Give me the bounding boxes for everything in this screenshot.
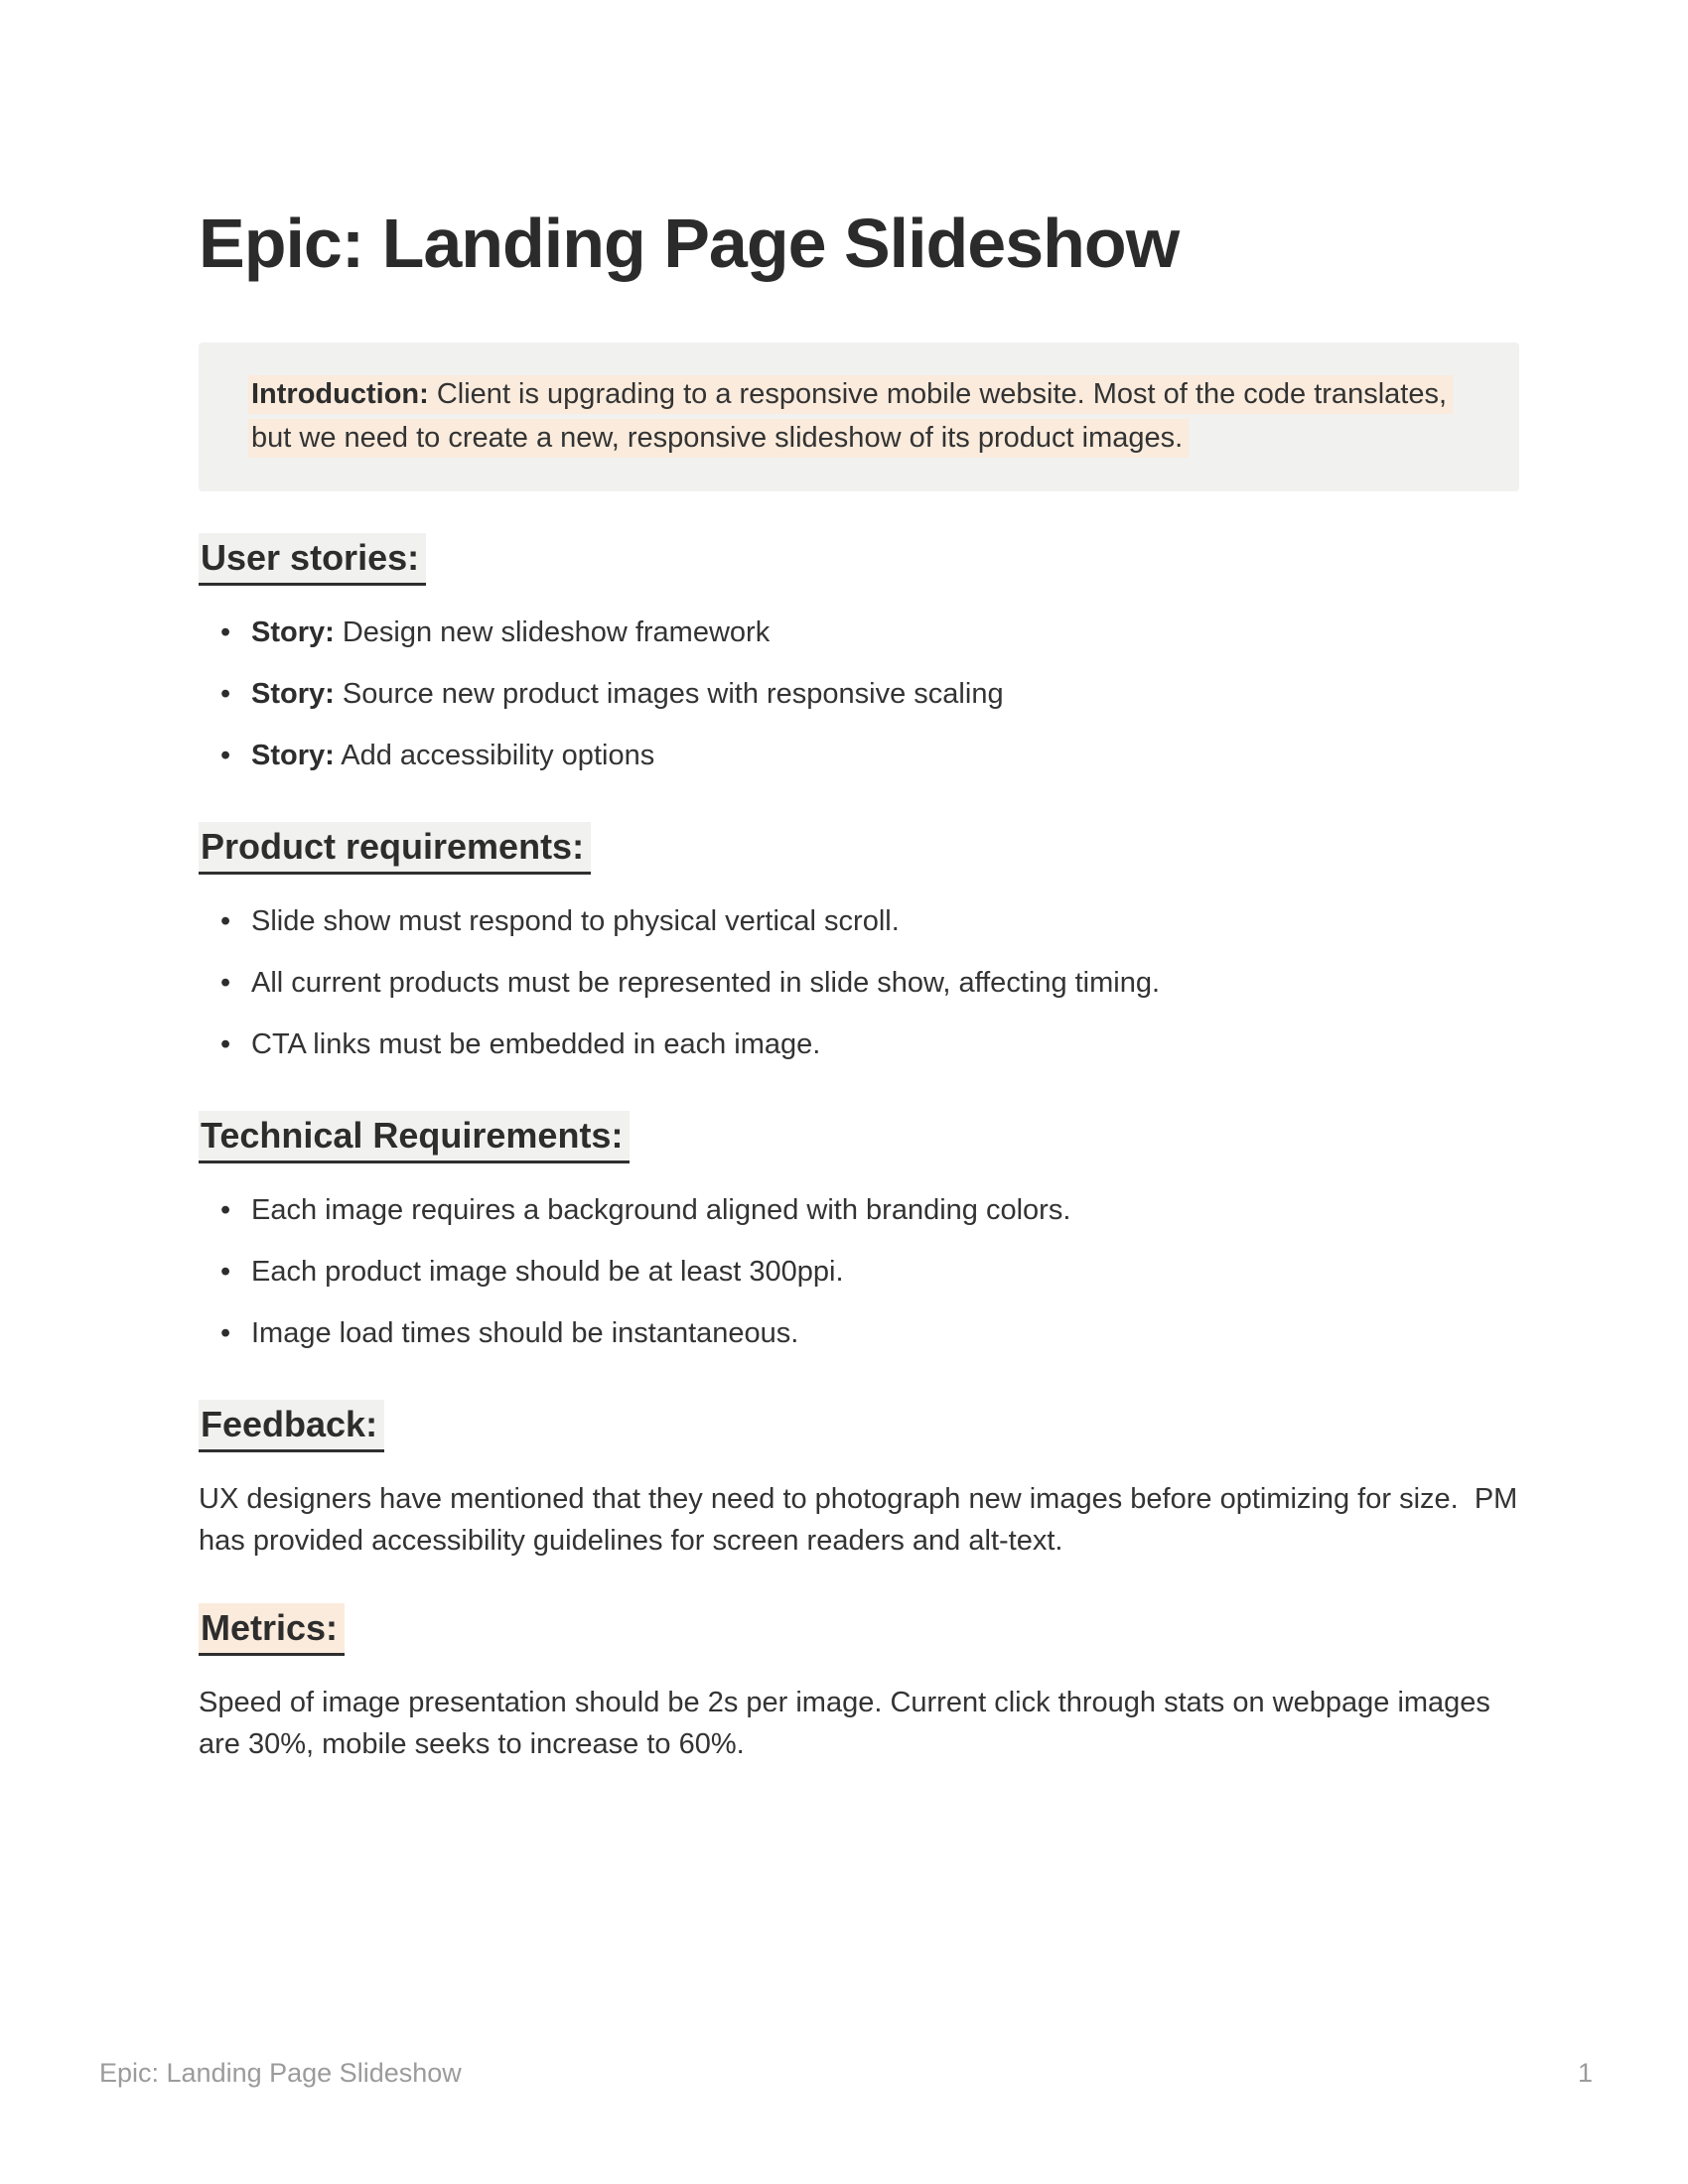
heading-metrics (199, 1603, 1519, 1656)
story-text: Add accessibility options (334, 740, 655, 772)
section-heading-text: Metrics: (199, 1603, 345, 1656)
list-item (199, 900, 1519, 942)
list-item (199, 1189, 1519, 1231)
requirement-text: All current products must be represented in slide show, affecting timing. (251, 967, 1161, 1000)
section-heading-text: Product requirements: (199, 822, 591, 875)
story-label: Story: (251, 616, 335, 649)
introduction-callout (199, 342, 1519, 491)
technical-requirements-list (199, 1189, 1519, 1354)
heading-user-stories (199, 533, 1519, 586)
list-item (199, 612, 1519, 653)
list-item (199, 1024, 1519, 1065)
footer-page-number: 1 (1577, 2058, 1593, 2088)
requirement-text: Each product image should be at least 300ppi. (251, 1256, 844, 1289)
list-item (199, 673, 1519, 715)
list-item (199, 735, 1519, 776)
requirement-text: CTA links must be embedded in each image. (251, 1028, 821, 1061)
introduction-label: Introduction: (251, 378, 429, 410)
list-item (199, 1251, 1519, 1293)
section-heading-text: Feedback: (199, 1400, 384, 1452)
introduction-highlight (248, 375, 1453, 458)
heading-feedback (199, 1400, 1519, 1452)
requirement-text: Each image requires a background aligned with branding colors. (251, 1194, 1071, 1227)
page-title: Epic: Landing Page Slideshow (199, 205, 1180, 282)
list-item (199, 962, 1519, 1004)
requirement-text: Slide show must respond to physical vertical scroll. (251, 905, 900, 938)
page-footer (99, 2057, 1593, 2089)
list-item (199, 1312, 1519, 1354)
footer-document-title: Epic: Landing Page Slideshow (99, 2058, 462, 2088)
user-stories-list (199, 612, 1519, 776)
feedback-paragraph: UX designers have mentioned that they need to photograph new images before optimizing for size. PM has provided accessibility guidelines for screen readers and alt-text. (199, 1483, 1526, 1558)
section-heading-text: User stories: (199, 533, 426, 586)
story-text: Source new product images with responsive scaling (334, 678, 1004, 711)
section-heading-text: Technical Requirements: (199, 1111, 630, 1163)
product-requirements-list (199, 900, 1519, 1065)
heading-technical-requirements (199, 1111, 1519, 1163)
story-label: Story: (251, 678, 335, 711)
requirement-text: Image load times should be instantaneous. (251, 1317, 799, 1350)
heading-product-requirements (199, 822, 1519, 875)
story-text: Design new slideshow framework (334, 616, 771, 649)
story-label: Story: (251, 740, 335, 772)
introduction-paragraph (248, 372, 1470, 460)
introduction-text: Client is upgrading to a responsive mobile website. Most of the code translates, but we need to create a new, responsive slideshow of its product images. (251, 378, 1448, 455)
metrics-paragraph: Speed of image presentation should be 2s per image. Current click through stats on webpage images are 30%, mobile seeks to increase to 60%. (199, 1687, 1498, 1761)
